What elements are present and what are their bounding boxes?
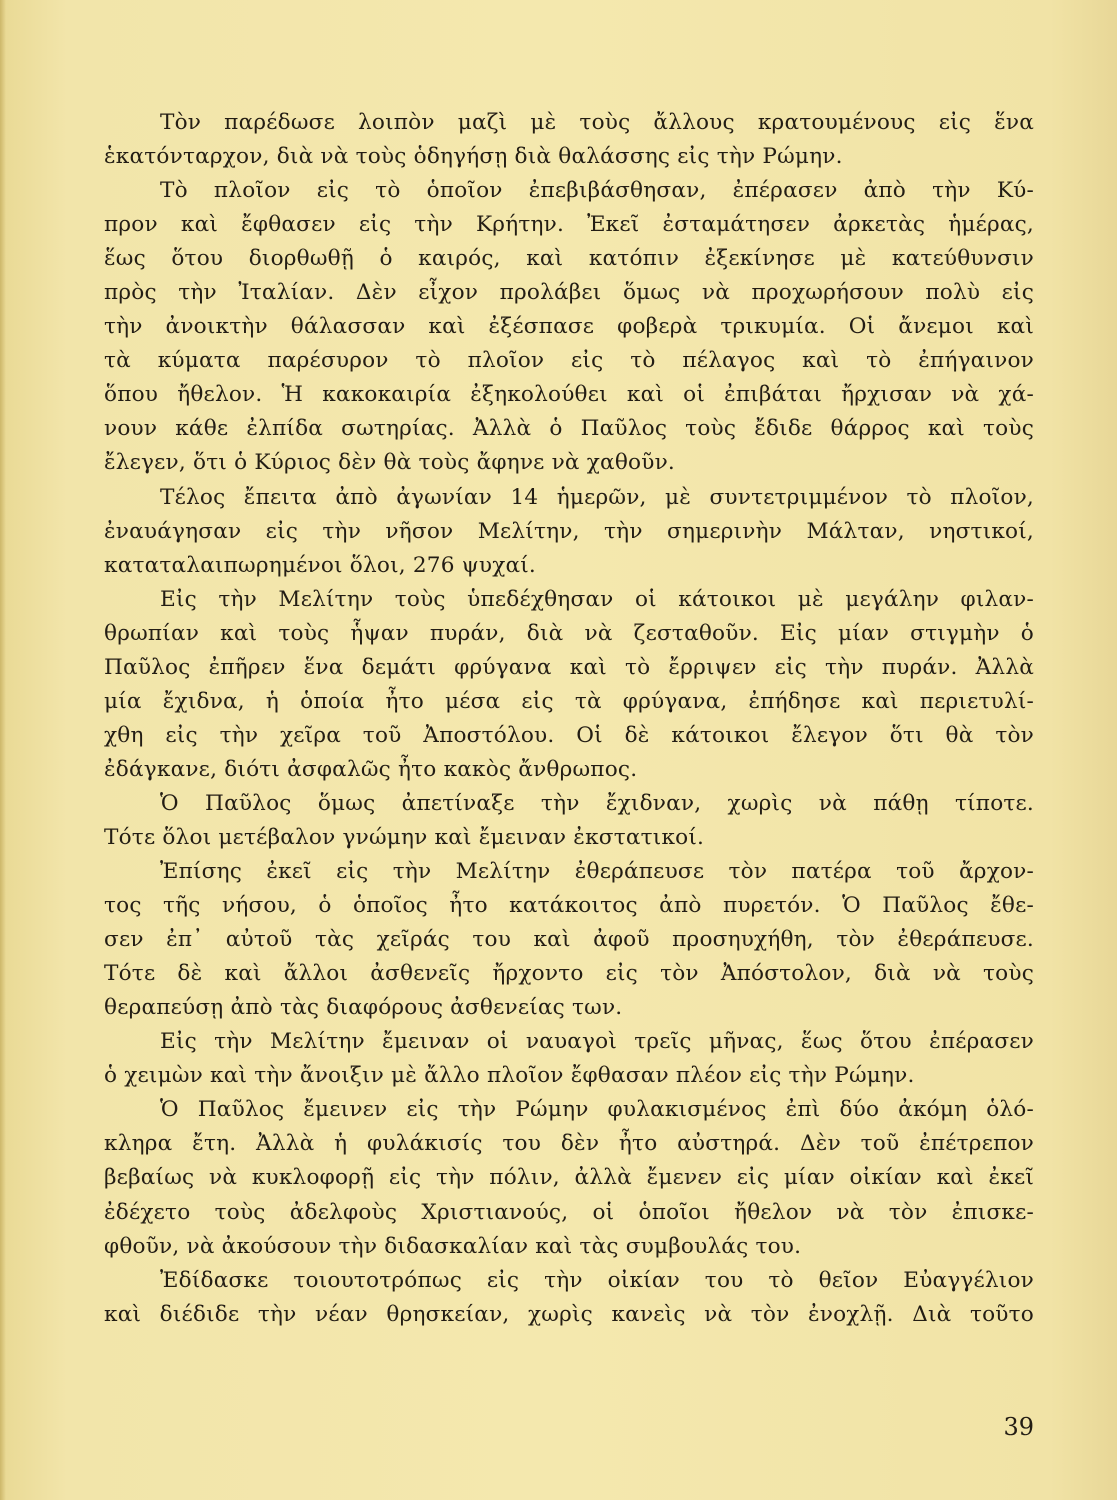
page-binding-edge: [0, 0, 6, 1500]
text-line: Τὸ πλοῖον εἰς τὸ ὁποῖον ἐπεβιβάσθησαν, ἐπέρασεν ἀπὸ τὴν Κύ-: [160, 178, 1034, 204]
text-line: τὴν ἀνοικτὴν θάλασσαν καὶ ἐξέσπασε φοβερὰ τρικυμία. Οἱ ἄνεμοι καὶ: [104, 314, 1034, 340]
text-line: Ὁ Παῦλος ὅμως ἀπετίναξε τὴν ἔχιδναν, χωρὶς νὰ πάθῃ τίποτε.: [160, 790, 1034, 816]
text-line: θεραπεύσῃ ἀπὸ τὰς διαφόρους ἀσθενείας των.: [104, 995, 623, 1021]
text-line: τὰ κύματα παρέσυρον τὸ πλοῖον εἰς τὸ πέλαγος καὶ τὸ ἐπήγαινον: [104, 348, 1034, 374]
text-line: κληρα ἔτη. Ἀλλὰ ἡ φυλάκισίς του δὲν ἦτο αὐστηρά. Δὲν τοῦ ἐπέτρεπον: [104, 1131, 1034, 1157]
body-text: [104, 106, 1034, 1332]
text-line: καὶ διέδιδε τὴν νέαν θρησκείαν, χωρὶς κανεὶς νὰ τὸν ἐνοχλῇ. Διὰ τοῦτο: [104, 1301, 1034, 1327]
text-line: ἔλεγεν, ὅτι ὁ Κύριος δὲν θὰ τοὺς ἄφηνε νὰ χαθοῦν.: [104, 450, 675, 476]
text-line: Ἐδίδασκε τοιουτοτρόπως εἰς τὴν οἰκίαν του τὸ θεῖον Εὐαγγέλιον: [160, 1267, 1034, 1293]
text-line: Παῦλος ἐπῆρεν ἕνα δεμάτι φρύγανα καὶ τὸ ἔρριψεν εἰς τὴν πυράν. Ἀλλὰ: [104, 654, 1034, 680]
text-line: ἐδέχετο τοὺς ἀδελφοὺς Χριστιανούς, οἱ ὁποῖοι ἤθελον νὰ τὸν ἐπισκε-: [104, 1199, 1034, 1225]
text-line: Εἰς τὴν Μελίτην τοὺς ὑπεδέχθησαν οἱ κάτοικοι μὲ μεγάλην φιλαν-: [160, 586, 1034, 612]
text-line: ὁ χειμὼν καὶ τὴν ἄνοιξιν μὲ ἄλλο πλοῖον ἔφθασαν πλέον εἰς τὴν Ρώμην.: [104, 1063, 915, 1089]
text-line: Τότε ὅλοι μετέβαλον γνώμην καὶ ἔμειναν ἐκστατικοί.: [104, 824, 705, 850]
text-line: ἐδάγκανε, διότι ἀσφαλῶς ἦτο κακὸς ἄνθρωπος.: [104, 756, 638, 782]
text-line: Τότε δὲ καὶ ἄλλοι ἀσθενεῖς ἤρχοντο εἰς τὸν Ἀπόστολον, διὰ νὰ τοὺς: [104, 961, 1034, 987]
text-line: τος τῆς νήσου, ὁ ὁποῖος ἦτο κατάκοιτος ἀπὸ πυρετόν. Ὁ Παῦλος ἔθε-: [104, 893, 1034, 919]
text-line: ὅπου ἤθελον. Ἡ κακοκαιρία ἐξηκολούθει καὶ οἱ ἐπιβάται ἤρχισαν νὰ χά-: [104, 382, 1034, 408]
text-line: προν καὶ ἔφθασεν εἰς τὴν Κρήτην. Ἐκεῖ ἐσταμάτησεν ἀρκετὰς ἡμέρας,: [104, 212, 1034, 238]
text-line: Τὸν παρέδωσε λοιπὸν μαζὶ μὲ τοὺς ἄλλους κρατουμένους εἰς ἕνα: [160, 110, 1034, 135]
text-line: Εἰς τὴν Μελίτην ἔμειναν οἱ ναυαγοὶ τρεῖς μῆνας, ἕως ὅτου ἐπέρασεν: [160, 1029, 1034, 1055]
text-line: βεβαίως νὰ κυκλοφορῇ εἰς τὴν πόλιν, ἀλλὰ ἔμενεν εἰς μίαν οἰκίαν καὶ ἐκεῖ: [104, 1165, 1034, 1191]
text-line: ἕως ὅτου διορθωθῇ ὁ καιρός, καὶ κατόπιν ἐξεκίνησε μὲ κατεύθυνσιν: [104, 246, 1034, 272]
text-line: νουν κάθε ἐλπίδα σωτηρίας. Ἀλλὰ ὁ Παῦλος τοὺς ἔδιδε θάρρος καὶ τοὺς: [104, 416, 1034, 442]
text-line: χθη εἰς τὴν χεῖρα τοῦ Ἀποστόλου. Οἱ δὲ κάτοικοι ἔλεγον ὅτι θὰ τὸν: [104, 722, 1034, 748]
page-number: 39: [1003, 1413, 1034, 1441]
text-line: πρὸς τὴν Ἰταλίαν. Δὲν εἶχον προλάβει ὅμως νὰ προχωρήσουν πολὺ εἰς: [104, 280, 1034, 306]
text-line: ἐναυάγησαν εἰς τὴν νῆσον Μελίτην, τὴν σημερινὴν Μάλταν, νηστικοί,: [104, 518, 1034, 544]
text-line: σεν ἐπ᾽ αὐτοῦ τὰς χεῖράς του καὶ ἀφοῦ προσηυχήθη, τὸν ἐθεράπευσε.: [104, 927, 1034, 953]
text-line: Τέλος ἔπειτα ἀπὸ ἀγωνίαν 14 ἡμερῶν, μὲ συντετριμμένον τὸ πλοῖον,: [160, 484, 1034, 510]
text-line: Ἐπίσης ἐκεῖ εἰς τὴν Μελίτην ἐθεράπευσε τὸν πατέρα τοῦ ἄρχον-: [160, 859, 1034, 885]
text-line: μία ἔχιδνα, ἡ ὁποία ἦτο μέσα εἰς τὰ φρύγανα, ἐπήδησε καὶ περιετυλί-: [104, 688, 1034, 714]
text-line: φθοῦν, νὰ ἀκούσουν τὴν διδασκαλίαν καὶ τὰς συμβουλάς του.: [104, 1233, 802, 1259]
text-line: καταταλαιπωρημένοι ὅλοι, 276 ψυχαί.: [104, 552, 537, 578]
text-line: Ὁ Παῦλος ἔμεινεν εἰς τὴν Ρώμην φυλακισμένος ἐπὶ δύο ἀκόμη ὁλό-: [160, 1097, 1034, 1123]
text-line: ἑκατόνταρχον, διὰ νὰ τοὺς ὁδηγήσῃ διὰ θαλάσσης εἰς τὴν Ρώμην.: [104, 144, 843, 170]
text-line: θρωπίαν καὶ τοὺς ἧψαν πυράν, διὰ νὰ ζεσταθοῦν. Εἰς μίαν στιγμὴν ὁ: [104, 620, 1034, 646]
